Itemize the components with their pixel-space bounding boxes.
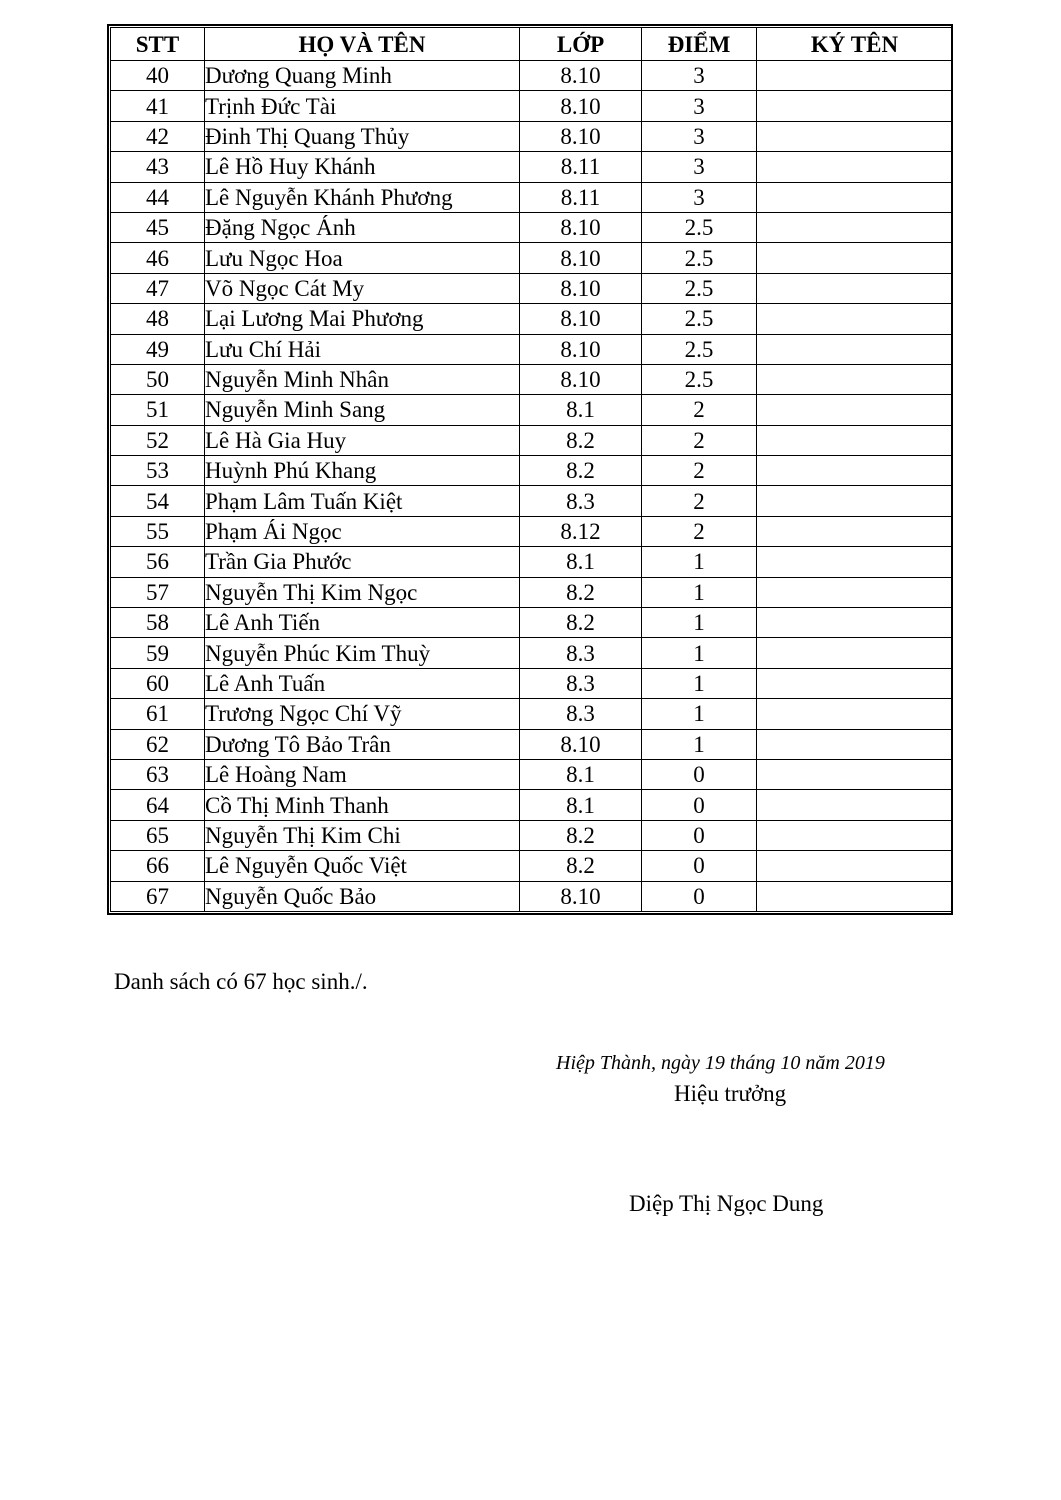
row-class: 8.2: [520, 820, 642, 850]
row-class: 8.10: [520, 243, 642, 273]
row-score: 2: [642, 516, 757, 546]
row-stt: 53: [111, 456, 205, 486]
row-class: 8.10: [520, 304, 642, 334]
row-stt: 44: [111, 182, 205, 212]
table-row: [111, 61, 953, 91]
row-signature-cell[interactable]: [757, 456, 953, 486]
row-signature-cell[interactable]: [757, 699, 953, 729]
row-score: 2: [642, 425, 757, 455]
row-stt: 67: [111, 881, 205, 911]
row-name: Lê Hà Gia Huy: [205, 425, 520, 455]
row-stt: 61: [111, 699, 205, 729]
row-name: Trần Gia Phước: [205, 547, 520, 577]
row-stt: 52: [111, 425, 205, 455]
row-class: 8.3: [520, 699, 642, 729]
row-signature-cell[interactable]: [757, 91, 953, 121]
row-class: 8.3: [520, 638, 642, 668]
row-score: 2.5: [642, 273, 757, 303]
table-row: [111, 759, 953, 789]
header-stt: STT: [111, 28, 205, 61]
row-stt: 62: [111, 729, 205, 759]
row-name: Lê Anh Tuấn: [205, 668, 520, 698]
row-name: Cồ Thị Minh Thanh: [205, 790, 520, 820]
row-score: 0: [642, 790, 757, 820]
row-score: 0: [642, 851, 757, 881]
row-name: Nguyễn Phúc Kim Thuỳ: [205, 638, 520, 668]
signer-name: Diệp Thị Ngọc Dung: [629, 1191, 824, 1216]
row-signature-cell[interactable]: [757, 759, 953, 789]
row-name: Lê Hồ Huy Khánh: [205, 152, 520, 182]
row-stt: 46: [111, 243, 205, 273]
row-class: 8.2: [520, 851, 642, 881]
row-stt: 54: [111, 486, 205, 516]
row-signature-cell[interactable]: [757, 273, 953, 303]
row-stt: 57: [111, 577, 205, 607]
row-class: 8.12: [520, 516, 642, 546]
row-signature-cell[interactable]: [757, 547, 953, 577]
row-stt: 56: [111, 547, 205, 577]
header-score: ĐIỂM: [642, 28, 757, 61]
row-score: 1: [642, 699, 757, 729]
header-class: LỚP: [520, 28, 642, 61]
table-row: [111, 182, 953, 212]
row-name: Lưu Chí Hải: [205, 334, 520, 364]
table-row: [111, 729, 953, 759]
row-class: 8.11: [520, 182, 642, 212]
row-class: 8.10: [520, 91, 642, 121]
row-signature-cell[interactable]: [757, 182, 953, 212]
row-class: 8.1: [520, 547, 642, 577]
table-row: [111, 516, 953, 546]
row-stt: 48: [111, 304, 205, 334]
table-row: [111, 243, 953, 273]
row-signature-cell[interactable]: [757, 61, 953, 91]
row-class: 8.10: [520, 334, 642, 364]
row-name: Đặng Ngọc Ánh: [205, 212, 520, 242]
row-signature-cell[interactable]: [757, 881, 953, 911]
table-row: [111, 212, 953, 242]
row-score: 1: [642, 638, 757, 668]
row-class: 8.2: [520, 425, 642, 455]
row-stt: 42: [111, 121, 205, 151]
row-name: Huỳnh Phú Khang: [205, 456, 520, 486]
row-stt: 63: [111, 759, 205, 789]
row-class: 8.1: [520, 759, 642, 789]
row-score: 1: [642, 729, 757, 759]
row-signature-cell[interactable]: [757, 364, 953, 394]
row-class: 8.11: [520, 152, 642, 182]
row-score: 1: [642, 668, 757, 698]
row-stt: 40: [111, 61, 205, 91]
row-signature-cell[interactable]: [757, 851, 953, 881]
row-score: 2: [642, 395, 757, 425]
row-class: 8.3: [520, 668, 642, 698]
row-signature-cell[interactable]: [757, 425, 953, 455]
table-body: [111, 61, 953, 912]
row-name: Lê Nguyễn Khánh Phương: [205, 182, 520, 212]
table-row: [111, 425, 953, 455]
row-signature-cell[interactable]: [757, 577, 953, 607]
row-signature-cell[interactable]: [757, 486, 953, 516]
row-name: Lê Hoàng Nam: [205, 759, 520, 789]
row-name: Phạm Ái Ngọc: [205, 516, 520, 546]
row-stt: 45: [111, 212, 205, 242]
row-score: 2.5: [642, 364, 757, 394]
row-score: 2.5: [642, 212, 757, 242]
row-score: 2: [642, 456, 757, 486]
row-stt: 49: [111, 334, 205, 364]
row-score: 3: [642, 152, 757, 182]
row-class: 8.10: [520, 212, 642, 242]
row-signature-cell[interactable]: [757, 152, 953, 182]
table-row: [111, 668, 953, 698]
table-row: [111, 273, 953, 303]
row-score: 1: [642, 608, 757, 638]
row-class: 8.3: [520, 486, 642, 516]
row-signature-cell[interactable]: [757, 121, 953, 151]
row-stt: 41: [111, 91, 205, 121]
row-class: 8.10: [520, 121, 642, 151]
table-row: [111, 121, 953, 151]
table-row: [111, 456, 953, 486]
student-list-table: [110, 27, 953, 912]
row-stt: 59: [111, 638, 205, 668]
row-name: Trương Ngọc Chí Vỹ: [205, 699, 520, 729]
place-date-line: Hiệp Thành, ngày 19 tháng 10 năm 2019: [556, 1052, 885, 1074]
row-stt: 64: [111, 790, 205, 820]
student-list-table-frame: [107, 24, 953, 915]
row-score: 3: [642, 61, 757, 91]
row-name: Nguyễn Quốc Bảo: [205, 881, 520, 911]
row-score: 3: [642, 182, 757, 212]
row-stt: 47: [111, 273, 205, 303]
row-signature-cell[interactable]: [757, 638, 953, 668]
row-name: Lê Anh Tiến: [205, 608, 520, 638]
row-name: Đinh Thị Quang Thủy: [205, 121, 520, 151]
table-row: [111, 820, 953, 850]
header-name: HỌ VÀ TÊN: [205, 28, 520, 61]
row-score: 1: [642, 547, 757, 577]
row-stt: 43: [111, 152, 205, 182]
row-name: Dương Quang Minh: [205, 61, 520, 91]
row-class: 8.2: [520, 577, 642, 607]
table-row: [111, 395, 953, 425]
table-row: [111, 91, 953, 121]
row-name: Võ Ngọc Cát My: [205, 273, 520, 303]
row-signature-cell[interactable]: [757, 334, 953, 364]
table-row: [111, 790, 953, 820]
row-score: 0: [642, 881, 757, 911]
row-score: 2.5: [642, 243, 757, 273]
row-class: 8.1: [520, 790, 642, 820]
table-row: [111, 608, 953, 638]
table-row: [111, 638, 953, 668]
row-class: 8.10: [520, 273, 642, 303]
table-row: [111, 334, 953, 364]
row-stt: 65: [111, 820, 205, 850]
row-name: Nguyễn Minh Sang: [205, 395, 520, 425]
row-name: Dương Tô Bảo Trân: [205, 729, 520, 759]
table-row: [111, 699, 953, 729]
row-name: Lại Lương Mai Phương: [205, 304, 520, 334]
row-score: 0: [642, 820, 757, 850]
table-row: [111, 881, 953, 911]
row-name: Nguyễn Thị Kim Ngọc: [205, 577, 520, 607]
row-score: 3: [642, 91, 757, 121]
row-stt: 60: [111, 668, 205, 698]
row-signature-cell[interactable]: [757, 243, 953, 273]
student-count-note: Danh sách có 67 học sinh./.: [114, 969, 368, 994]
row-signature-cell[interactable]: [757, 608, 953, 638]
row-name: Lê Nguyễn Quốc Việt: [205, 851, 520, 881]
row-class: 8.10: [520, 364, 642, 394]
row-name: Lưu Ngọc Hoa: [205, 243, 520, 273]
row-signature-cell[interactable]: [757, 304, 953, 334]
row-stt: 51: [111, 395, 205, 425]
row-name: Nguyễn Minh Nhân: [205, 364, 520, 394]
row-class: 8.2: [520, 608, 642, 638]
row-name: Trịnh Đức Tài: [205, 91, 520, 121]
row-score: 2.5: [642, 334, 757, 364]
signer-role: Hiệu trưởng: [674, 1081, 787, 1106]
row-name: Nguyễn Thị Kim Chi: [205, 820, 520, 850]
table-row: [111, 577, 953, 607]
row-signature-cell[interactable]: [757, 790, 953, 820]
table-row: [111, 304, 953, 334]
row-score: 1: [642, 577, 757, 607]
row-score: 3: [642, 121, 757, 151]
row-signature-cell[interactable]: [757, 668, 953, 698]
row-class: 8.1: [520, 395, 642, 425]
row-stt: 55: [111, 516, 205, 546]
row-signature-cell[interactable]: [757, 516, 953, 546]
row-signature-cell[interactable]: [757, 395, 953, 425]
table-row: [111, 486, 953, 516]
row-score: 2.5: [642, 304, 757, 334]
row-signature-cell[interactable]: [757, 729, 953, 759]
row-signature-cell[interactable]: [757, 212, 953, 242]
row-score: 0: [642, 759, 757, 789]
row-class: 8.2: [520, 456, 642, 486]
table-row: [111, 152, 953, 182]
row-class: 8.10: [520, 881, 642, 911]
row-class: 8.10: [520, 61, 642, 91]
row-stt: 58: [111, 608, 205, 638]
table-row: [111, 547, 953, 577]
row-stt: 66: [111, 851, 205, 881]
row-signature-cell[interactable]: [757, 820, 953, 850]
table-header-row: [111, 28, 953, 61]
table-row: [111, 851, 953, 881]
header-signature: KÝ TÊN: [757, 28, 953, 61]
row-name: Phạm Lâm Tuấn Kiệt: [205, 486, 520, 516]
row-stt: 50: [111, 364, 205, 394]
row-score: 2: [642, 486, 757, 516]
table-row: [111, 364, 953, 394]
row-class: 8.10: [520, 729, 642, 759]
